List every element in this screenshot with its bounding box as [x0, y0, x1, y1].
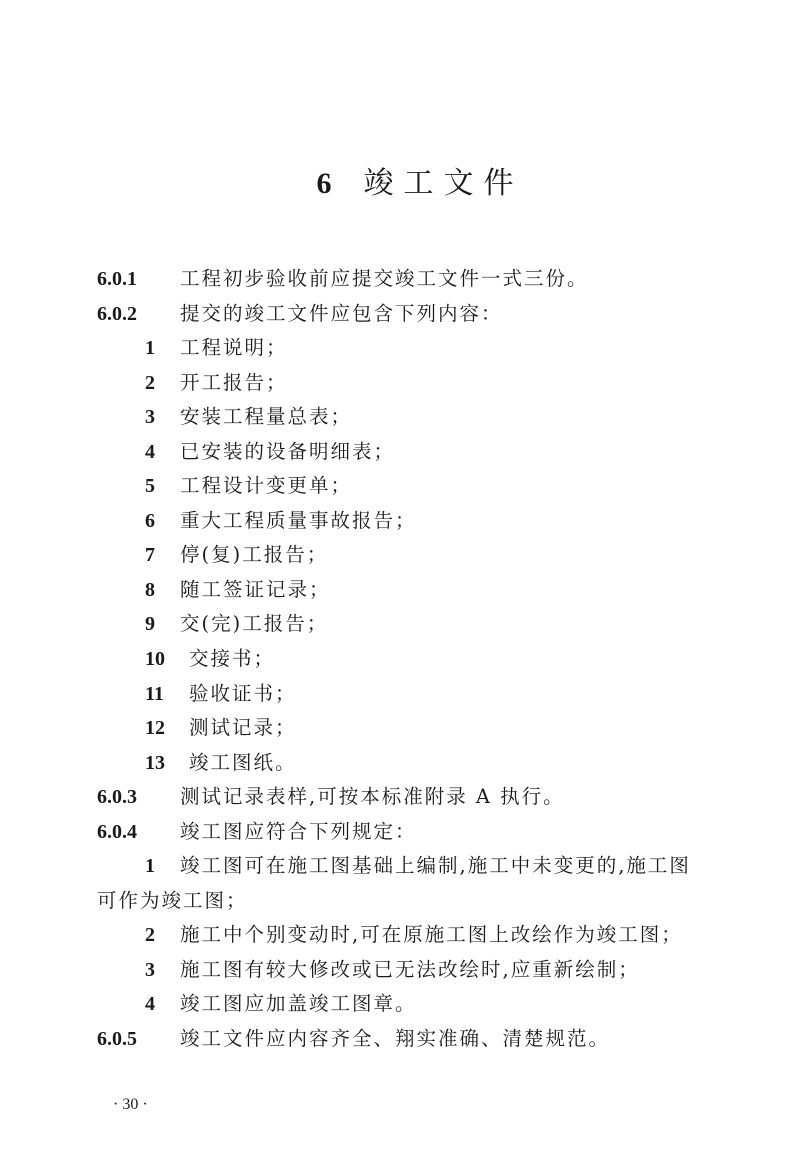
- line-text: 竣工文件应内容齐全、翔实准确、清楚规范。: [180, 1027, 611, 1051]
- item-number: 3: [145, 406, 155, 429]
- list-item: [97, 538, 757, 573]
- line-text: 交(完)工报告；: [180, 612, 329, 636]
- item-number: 7: [145, 544, 155, 567]
- line-text: 工程初步验收前应提交竣工文件一式三份。: [180, 267, 589, 290]
- chapter-title-text: 竣工文件: [363, 166, 524, 201]
- page-number: · 30 ·: [113, 1096, 148, 1113]
- item-number: 9: [145, 613, 155, 636]
- list-item: [97, 849, 757, 884]
- list-item: [97, 573, 757, 608]
- clause-number: 6.0.3: [97, 786, 137, 809]
- clause: [97, 262, 757, 297]
- item-number: 2: [145, 371, 155, 394]
- list-item: [97, 642, 757, 677]
- line-text: 开工报告；: [180, 370, 288, 394]
- list-item: [97, 331, 757, 366]
- list-item: [97, 746, 757, 781]
- item-number: 2: [145, 924, 155, 947]
- line-text: 竣工图可在施工图基础上编制,施工中未变更的,施工图: [180, 854, 691, 878]
- list-item: [97, 435, 757, 470]
- item-number: 8: [145, 578, 155, 601]
- line-text: 已安装的设备明细表；: [180, 439, 396, 463]
- list-item: [97, 504, 757, 539]
- line-text: 竣工图应符合下列规定：: [180, 819, 417, 843]
- line-text: 提交的竣工文件应包含下列内容：: [180, 301, 503, 325]
- line-text: 随工签证记录；: [180, 577, 331, 601]
- line-text: 工程设计变更单；: [180, 474, 353, 498]
- list-item: [97, 711, 757, 746]
- line-text: 施工图有较大修改或已无法改绘时,应重新绘制；: [180, 957, 640, 981]
- item-number: 1: [145, 855, 155, 878]
- clause-number: 6.0.1: [97, 268, 137, 290]
- line-text: 验收证书；: [189, 681, 297, 705]
- line-text: 竣工图应加盖竣工图章。: [180, 992, 417, 1016]
- continuation-line: [97, 884, 757, 919]
- item-number: 11: [145, 682, 164, 705]
- list-item: [97, 918, 757, 953]
- line-text: 安装工程量总表；: [180, 405, 353, 429]
- list-item: [97, 677, 757, 712]
- clause-number: 6.0.2: [97, 302, 137, 325]
- list-item: [97, 366, 757, 401]
- line-text: 可作为竣工图；: [97, 888, 248, 912]
- line-text: 测试记录表样,可按本标准附录 A 执行。: [180, 785, 565, 809]
- chapter-number: 6: [316, 167, 342, 200]
- item-number: 12: [145, 717, 165, 740]
- line-text: 停(复)工报告；: [180, 543, 329, 567]
- item-number: 6: [145, 509, 155, 532]
- clause-number: 6.0.5: [97, 1028, 137, 1051]
- line-text: 竣工图纸。: [189, 750, 297, 774]
- line-text: 施工中个别变动时,可在原施工图上改绘作为竣工图；: [180, 923, 683, 947]
- list-item: [97, 607, 757, 642]
- clause: [97, 815, 757, 850]
- item-number: 10: [145, 648, 165, 671]
- list-item: [97, 987, 757, 1022]
- line-text: 重大工程质量事故报告；: [180, 508, 417, 532]
- item-number: 1: [145, 337, 155, 360]
- item-number: 4: [145, 440, 155, 463]
- clause: [97, 780, 757, 815]
- line-text: 工程说明；: [180, 336, 288, 360]
- clause: [97, 297, 757, 332]
- clause: [97, 1022, 757, 1057]
- clause-number: 6.0.4: [97, 820, 137, 843]
- document-body: [97, 262, 757, 1057]
- list-item: [97, 400, 757, 435]
- item-number: 5: [145, 475, 155, 498]
- item-number: 13: [145, 751, 165, 774]
- item-number: 4: [145, 993, 155, 1016]
- item-number: 3: [145, 958, 155, 981]
- list-item: [97, 469, 757, 504]
- line-text: 交接书；: [189, 647, 276, 671]
- chapter-title: [0, 158, 800, 202]
- line-text: 测试记录；: [189, 716, 297, 740]
- list-item: [97, 953, 757, 988]
